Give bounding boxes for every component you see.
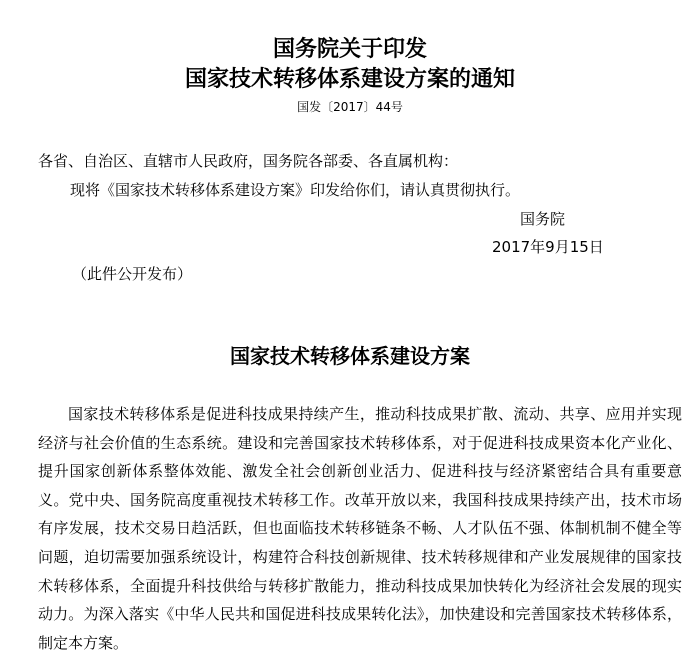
notice-title-line2: 国家技术转移体系建设方案的通知 <box>184 67 515 92</box>
plan-title: 国家技术转移体系建设方案 <box>230 344 470 368</box>
plan-paragraph: 国家技术转移体系是促进科技成果持续产生，推动科技成果扩散、流动、共享、应用并实现经济与社会价值的生态系统。建设和完善国家技术转移体系，对于促进科技成果资本化产业化、提升国家创新体系整体效能、激发全社会创新创业活力、促进科技与经济紧密结合具有重要意义。党中央、国务院高度重视技术转移工作。改革开放以来，我国科技成果持续产出，技术市场有序发展，技术交易日趋活跃，但也面临技术转移链条不畅、人才队伍不强、体制机制不健全等问题，迫切需要加强系统设计，构建符合科技创新规律、技术转移规律和产业发展规律的国家技术转移体系，全面提升科技供给与转移扩散能力，推动科技成果加快转化为经济社会发展的现实动力。为深入落实《中华人民共和国促进科技成果转化法》，加快建设和完善国家技术转移体系，制定本方案。 <box>38 405 682 652</box>
document-number: 国发〔2017〕44号 <box>297 100 403 114</box>
issue-date: 2017年9月15日 <box>492 238 604 256</box>
recipients: 各省、自治区、直辖市人民政府，国务院各部委、各直属机构： <box>38 152 459 170</box>
publish-note: （此件公开发布） <box>72 265 193 283</box>
issuer: 国务院 <box>520 210 566 228</box>
notice-body: 现将《国家技术转移体系建设方案》印发给你们，请认真贯彻执行。 <box>70 181 521 199</box>
notice-title-line1: 国务院关于印发 <box>272 37 427 62</box>
